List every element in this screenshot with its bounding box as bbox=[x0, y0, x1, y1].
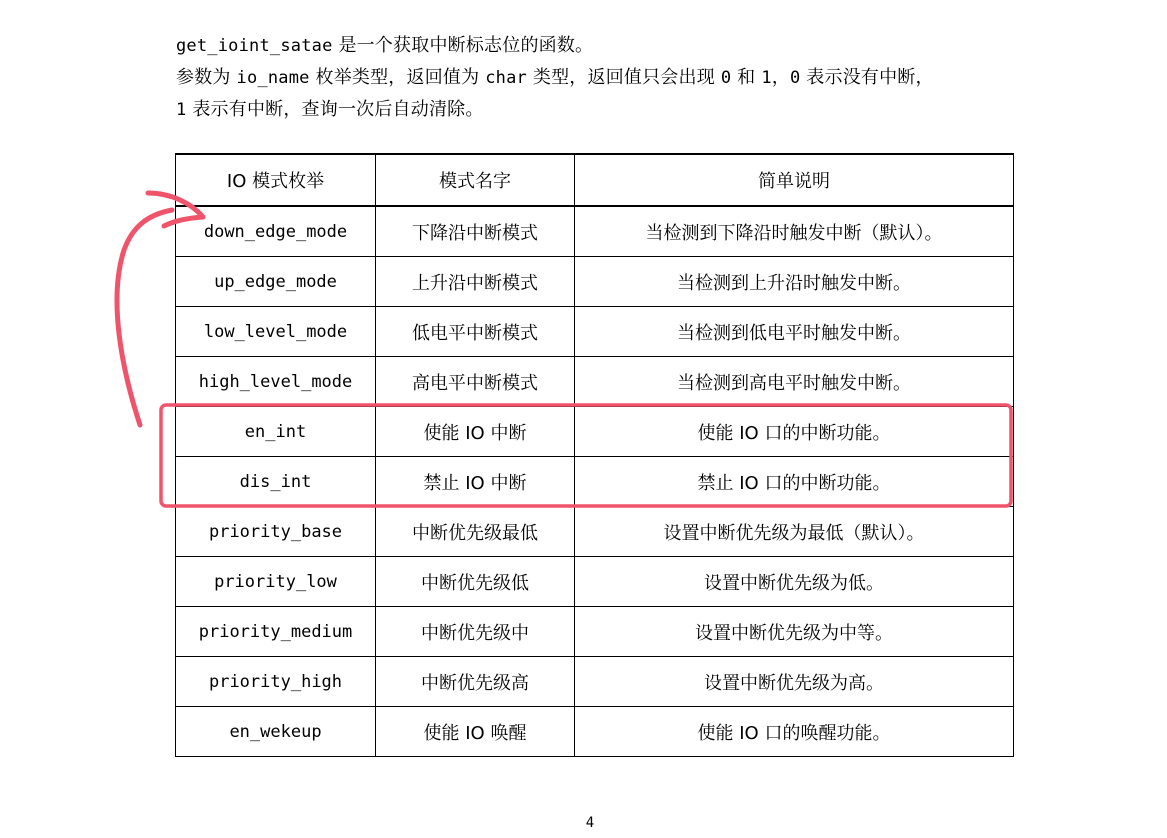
value-zero: 0 bbox=[720, 68, 732, 88]
io-mode-table bbox=[175, 153, 1014, 757]
description-cell: 当检测到高电平时触发中断。 bbox=[575, 357, 1014, 407]
intro-line-1-text: 是一个获取中断标志位的函数。 bbox=[332, 35, 594, 56]
mode-name-cell: 中断优先级低 bbox=[376, 557, 575, 607]
enum-cell: up_edge_mode bbox=[176, 257, 376, 307]
page-number: 4 bbox=[585, 815, 595, 831]
description-cell: 设置中断优先级为高。 bbox=[575, 657, 1014, 707]
intro-text-fragment: 参数为 bbox=[176, 67, 237, 88]
mode-name-cell: 上升沿中断模式 bbox=[376, 257, 575, 307]
mode-name-cell: 中断优先级高 bbox=[376, 657, 575, 707]
table-row bbox=[176, 657, 1014, 707]
mode-name-cell: 下降沿中断模式 bbox=[376, 206, 575, 257]
description-cell: 当检测到低电平时触发中断。 bbox=[575, 307, 1014, 357]
mode-name-cell: 中断优先级中 bbox=[376, 607, 575, 657]
description-cell: 设置中断优先级为最低（默认）。 bbox=[575, 507, 1014, 557]
arrow-shaft bbox=[117, 210, 172, 425]
header-description: 简单说明 bbox=[575, 154, 1014, 206]
enum-cell: priority_high bbox=[176, 657, 376, 707]
param-type: io_name bbox=[236, 68, 310, 88]
enum-cell: high_level_mode bbox=[176, 357, 376, 407]
intro-text-fragment: 表示没有中断， bbox=[800, 67, 934, 88]
enum-cell: priority_base bbox=[176, 507, 376, 557]
intro-line-3 bbox=[176, 94, 1056, 126]
mode-name-cell: 高电平中断模式 bbox=[376, 357, 575, 407]
enum-cell: low_level_mode bbox=[176, 307, 376, 357]
description-cell: 当检测到下降沿时触发中断（默认）。 bbox=[575, 206, 1014, 257]
description-cell: 使能 IO 口的唤醒功能。 bbox=[575, 707, 1014, 757]
intro-text-fragment: 枚举类型，返回值为 bbox=[309, 67, 486, 88]
description-cell: 当检测到上升沿时触发中断。 bbox=[575, 257, 1014, 307]
description-cell: 使能 IO 口的中断功能。 bbox=[575, 407, 1014, 457]
enum-cell: down_edge_mode bbox=[176, 206, 376, 257]
table-header-row bbox=[176, 154, 1014, 206]
enum-cell: priority_low bbox=[176, 557, 376, 607]
enum-cell: en_wekeup bbox=[176, 707, 376, 757]
table-row bbox=[176, 257, 1014, 307]
mode-name-cell: 使能 IO 唤醒 bbox=[376, 707, 575, 757]
description-cell: 设置中断优先级为低。 bbox=[575, 557, 1014, 607]
table-row bbox=[176, 357, 1014, 407]
table-row bbox=[176, 607, 1014, 657]
description-cell: 设置中断优先级为中等。 bbox=[575, 607, 1014, 657]
mode-name-cell: 低电平中断模式 bbox=[376, 307, 575, 357]
intro-line-2 bbox=[176, 62, 1056, 94]
intro-line-3-text: 表示有中断，查询一次后自动清除。 bbox=[186, 99, 484, 120]
enum-cell: priority_medium bbox=[176, 607, 376, 657]
enum-cell: en_int bbox=[176, 407, 376, 457]
description-cell: 禁止 IO 口的中断功能。 bbox=[575, 457, 1014, 507]
value-one: 1 bbox=[176, 100, 187, 120]
function-name: get_ioint_satae bbox=[176, 36, 333, 56]
table-row bbox=[176, 507, 1014, 557]
table-row bbox=[176, 407, 1014, 457]
intro-line-1 bbox=[176, 30, 1056, 62]
table-row bbox=[176, 307, 1014, 357]
mode-name-cell: 使能 IO 中断 bbox=[376, 407, 575, 457]
intro-text-fragment: 和 bbox=[731, 67, 762, 88]
header-enum: IO 模式枚举 bbox=[176, 154, 376, 206]
table-row bbox=[176, 557, 1014, 607]
table-row bbox=[176, 457, 1014, 507]
table-row bbox=[176, 707, 1014, 757]
mode-name-cell: 中断优先级最低 bbox=[376, 507, 575, 557]
return-type: char bbox=[485, 68, 527, 88]
intro-text-fragment: 类型，返回值只会出现 bbox=[526, 67, 721, 88]
intro-text-fragment: ， bbox=[771, 67, 790, 88]
enum-cell: dis_int bbox=[176, 457, 376, 507]
header-name: 模式名字 bbox=[376, 154, 575, 206]
table-row bbox=[176, 206, 1014, 257]
value-one: 1 bbox=[761, 68, 772, 88]
mode-name-cell: 禁止 IO 中断 bbox=[376, 457, 575, 507]
value-zero: 0 bbox=[789, 68, 801, 88]
intro-text bbox=[176, 30, 1056, 126]
